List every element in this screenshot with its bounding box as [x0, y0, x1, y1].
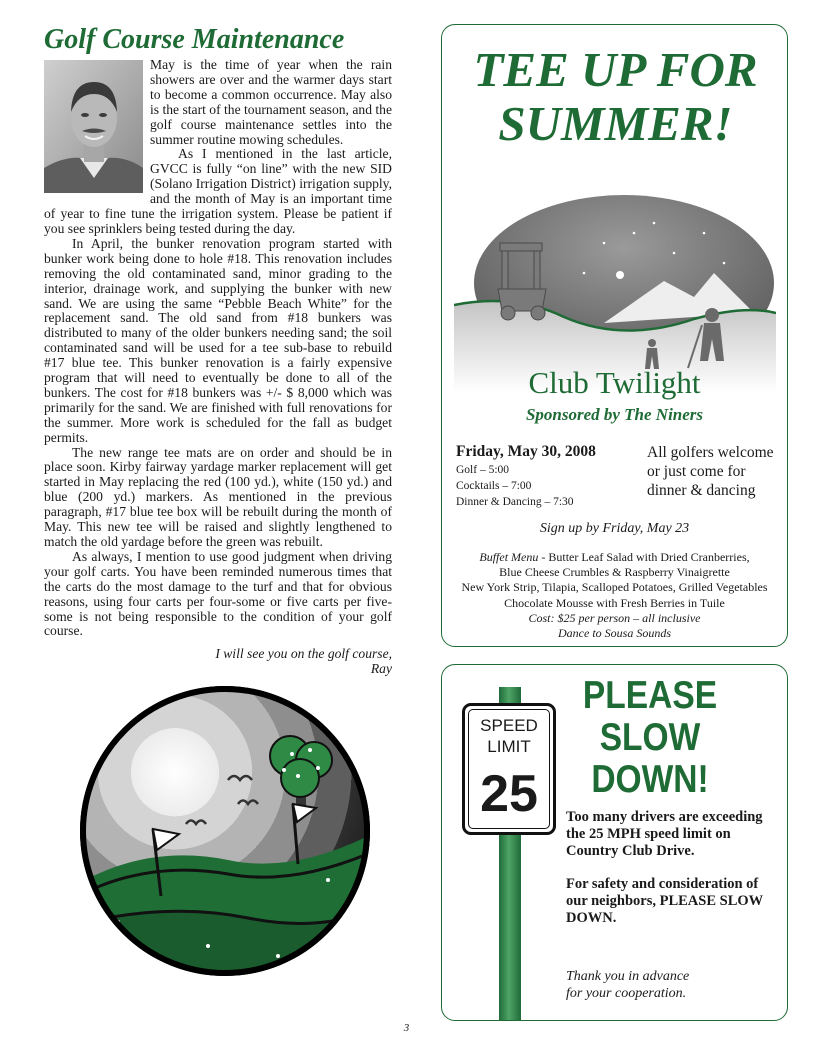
welcome-note: All golfers welcome or just come for dinner & dancing	[647, 444, 774, 499]
schedule-item: Cocktails – 7:00	[456, 480, 532, 492]
menu-line-text: - Butter Leaf Salad with Dried Cranberries,	[538, 550, 750, 564]
signoff-name: Ray	[370, 661, 392, 677]
article-paragraph: As always, I mention to use good judgment when driving your golf carts. You have been reminded numerous times that the carts do the most damage to the turf and that for obvious reasons, using four carts per four-some or five carts per five-some is not being responsible to the condition of your golf course.	[44, 548, 392, 639]
buffet-menu	[442, 550, 787, 641]
thank-you-note	[566, 968, 781, 1002]
event-cost: Cost: $25 per person – all inclusive	[528, 610, 701, 625]
event-headline	[442, 43, 789, 151]
thanks-line: for your cooperation.	[566, 986, 687, 1001]
sponsor-line: Sponsored by The Niners	[525, 405, 704, 424]
slow-paragraph: Too many drivers are exceeding the 25 MPH speed limit on Country Club Drive.	[566, 809, 763, 859]
event-flyer	[441, 24, 788, 647]
headline-line: DOWN!	[591, 758, 709, 801]
headline-line: TEE UP FOR	[473, 42, 758, 97]
signoff-line: I will see you on the golf course,	[215, 646, 392, 662]
event-dance: Dance to Sousa Sounds	[558, 626, 671, 641]
headline-line: SUMMER!	[498, 96, 733, 151]
sign-speed-word: SPEED	[480, 716, 538, 735]
author-photo	[44, 60, 143, 193]
slow-down-notice	[441, 664, 788, 1021]
article-signoff	[44, 647, 392, 677]
golf-ball-illustration	[78, 684, 372, 978]
page-number: 3	[403, 1022, 410, 1034]
sign-limit-number: 25	[480, 765, 538, 823]
menu-line: Chocolate Mousse with Fresh Berries in Tuile	[504, 595, 725, 610]
twilight-golf-scene	[454, 193, 776, 393]
article-paragraph: In April, the bunker renovation program started with bunker work being done to hole #18. This renovation includes removing the old contaminated sand, minor grading to the interior, drainage work, and supplying the bunker with new sand. We are using the same “Pebble Beach White” for the replacement sand. The old sand from #18 bunkers was distributed to many of the older bunkers needing sand; the soil contaminated sand will be used for a tee sub-base to rebuild #17 blue tee. This bunker renovation is a fairly expensive program that will need to eventually be done to all of the bunkers. The cost for #18 bunkers was +/- $ 8,000 which was primarily for the sand. We are finished with full renovations for the summer. More work is scheduled for the fall as budget permits.	[44, 235, 392, 445]
menu-line	[442, 550, 787, 565]
menu-line: Blue Cheese Crumbles & Raspberry Vinaigrette	[499, 565, 730, 580]
article-paragraph: The new range tee mats are on order and should be in place soon. Kirby fairway yardage marker replacement will get started in May replacing the red (100 yd.), white (150 yd.) and blue (200 yd.) markers. As mentioned in the previous paragraph, #17 blue tee box will be rebuilt during the month of May. This new tee will be raised and slightly lengthened to match the old yardage before the green was rebuilt.	[44, 444, 392, 549]
speed-limit-sign	[462, 703, 556, 835]
thanks-line: Thank you in advance	[566, 969, 690, 984]
article-body	[44, 58, 392, 677]
slow-paragraph: For safety and consideration of our neighbors, PLEASE SLOW DOWN.	[566, 876, 763, 926]
club-name: Club Twilight	[528, 365, 701, 400]
slow-down-headline	[581, 675, 719, 801]
schedule-item: Dinner & Dancing – 7:30	[456, 496, 574, 508]
menu-line: New York Strip, Tilapia, Scalloped Potatoes, Grilled Vegetables	[461, 580, 768, 595]
schedule-item: Golf – 5:00	[456, 464, 510, 476]
article-title: Golf Course Maintenance	[44, 24, 345, 55]
article-paragraph: As I mentioned in the last article, GVCC is fully “on line” with the new SID (Solano Irrigation District) irrigation supply, and the month of May is an important time of year to fine tune the irrigation system. Please be patient if you see sprinklers being tested during the day.	[44, 146, 392, 236]
headline-line: SLOW	[599, 716, 701, 759]
article-paragraph: May is the time of year when the rain showers are over and the warmer days start to become a common occurrence. May also is the start of the tournament season, and the golf course maintenance settles into the summer routine mowing schedules.	[150, 57, 392, 147]
event-date: Friday, May 30, 2008	[456, 443, 596, 460]
sign-limit-word: LIMIT	[487, 737, 531, 756]
headline-line: PLEASE	[582, 674, 718, 717]
event-schedule	[456, 462, 574, 510]
slow-down-body	[566, 809, 781, 943]
menu-label: Buffet Menu	[479, 550, 539, 564]
signup-deadline: Sign up by Friday, May 23	[539, 521, 690, 536]
